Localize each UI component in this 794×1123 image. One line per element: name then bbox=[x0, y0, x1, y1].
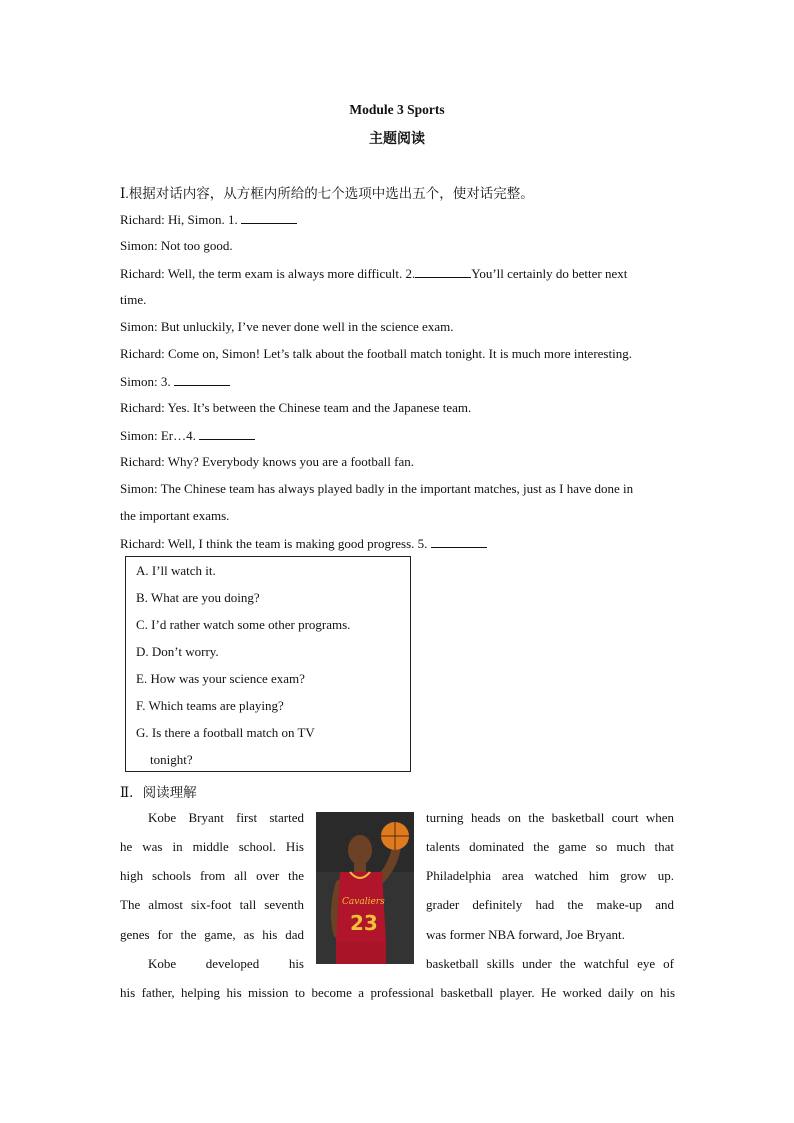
option-d: D. Don’t worry. bbox=[136, 644, 219, 659]
passage-left-line: Kobe Bryant first started bbox=[148, 810, 304, 825]
dialogue-line: Richard: Well, I think the team is making good progress. 5. bbox=[120, 535, 675, 552]
page-subtitle: 主题阅读 bbox=[369, 132, 425, 147]
passage-left-line: high schools from all over the bbox=[120, 868, 304, 883]
dialogue-line: Richard: Why? Everybody knows you are a football fan. bbox=[120, 454, 414, 469]
passage-right-line: turning heads on the basketball court when bbox=[426, 810, 674, 825]
answer-blank-5 bbox=[431, 535, 487, 548]
passage-left-line: The almost six-foot tall seventh bbox=[120, 897, 304, 912]
passage-right-line: basketball skills under the watchful eye of bbox=[426, 956, 674, 971]
basketball-player-illustration bbox=[316, 812, 414, 964]
option-b: B. What are you doing? bbox=[136, 590, 260, 605]
dialogue-line: Richard: Hi, Simon. 1. bbox=[120, 211, 675, 228]
answer-blank-3 bbox=[174, 373, 230, 386]
passage-left-line: Kobe developed his bbox=[148, 956, 304, 971]
page-title: Module 3 Sports bbox=[349, 102, 445, 117]
dialogue-line: Simon: But unluckily, I’ve never done well in the science exam. bbox=[120, 319, 454, 334]
option-g: G. Is there a football match on TV bbox=[136, 725, 315, 740]
basketball-player-photo bbox=[316, 812, 414, 964]
option-g-continued: tonight? bbox=[150, 752, 193, 767]
option-e: E. How was your science exam? bbox=[136, 671, 305, 686]
dialogue-line: Simon: 3. bbox=[120, 373, 675, 390]
dialogue-line: Simon: Not too good. bbox=[120, 238, 233, 253]
option-a: A. I’ll watch it. bbox=[136, 563, 216, 578]
passage-left-line: genes for the game, as his dad bbox=[120, 927, 304, 942]
dialogue-line: Simon: Er…4. bbox=[120, 427, 675, 444]
dialogue-line: Richard: Come on, Simon! Let’s talk about the football match tonight. It is much more interesting. bbox=[120, 346, 632, 361]
options-box bbox=[125, 556, 411, 772]
jersey-text: Cavaliers bbox=[342, 897, 385, 907]
section2-heading: Ⅱ．阅读理解 bbox=[120, 785, 197, 800]
dialogue-line: time. bbox=[120, 292, 147, 307]
passage-right-line: was former NBA forward, Joe Bryant. bbox=[426, 927, 625, 942]
option-f: F. Which teams are playing? bbox=[136, 698, 284, 713]
answer-blank-2 bbox=[415, 265, 471, 278]
answer-blank-1 bbox=[241, 211, 297, 224]
passage-right-line: talents dominated the game so much that bbox=[426, 839, 674, 854]
passage-line: his father, helping his mission to become a professional basketball player. He worked daily on his bbox=[120, 985, 675, 1000]
dialogue-line: Richard: Yes. It’s between the Chinese team and the Japanese team. bbox=[120, 400, 472, 415]
dialogue-line: Richard: Well, the term exam is always more difficult. 2. You’ll certainly do better next bbox=[120, 266, 628, 281]
jersey-number: 23 bbox=[350, 911, 378, 935]
passage-left-line: he was in middle school. His bbox=[120, 839, 304, 854]
option-c: C. I’d rather watch some other programs. bbox=[136, 617, 351, 632]
passage-right-line: Philadelphia area watched him grow up. bbox=[426, 868, 674, 883]
answer-blank-4 bbox=[199, 427, 255, 440]
passage-right-line: grader definitely had the make-up and bbox=[426, 897, 674, 912]
dialogue-line: the important exams. bbox=[120, 508, 230, 523]
section1-heading: Ⅰ.根据对话内容，从方框内所给的七个选项中选出五个，使对话完整。 bbox=[120, 186, 534, 201]
dialogue-line: Simon: The Chinese team has always played badly in the important matches, just as I have done in bbox=[120, 481, 634, 496]
